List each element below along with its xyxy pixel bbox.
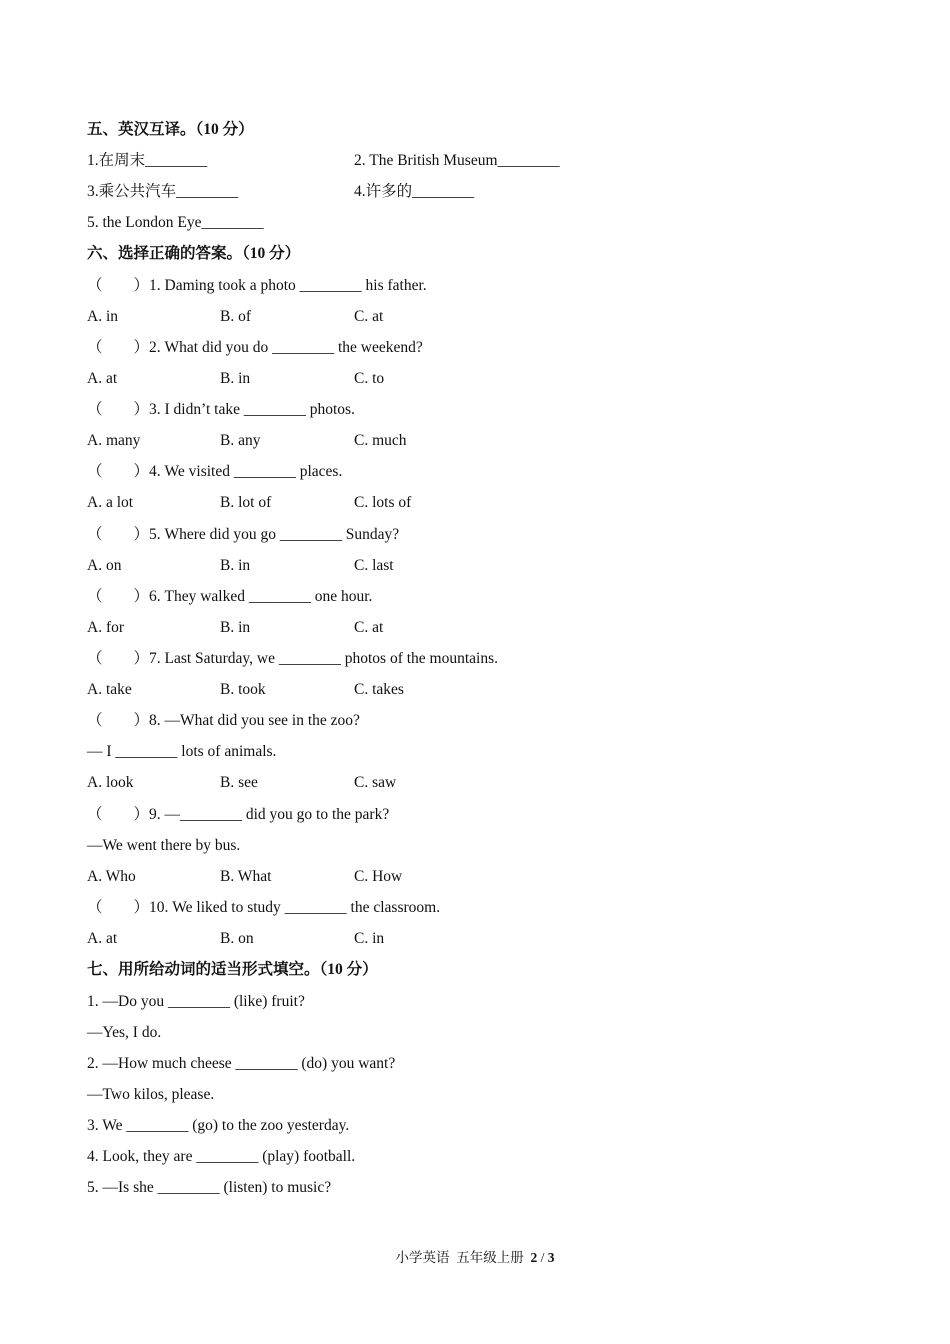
option-5c: C. last	[354, 557, 394, 574]
fill-line-5: 3. We ________ (go) to the zoo yesterday.	[87, 1117, 350, 1134]
option-7b: B. took	[220, 681, 266, 698]
option-6b: B. in	[220, 619, 251, 636]
option-10c: C. in	[354, 930, 385, 947]
page-footer	[0, 1246, 950, 1266]
option-8b: B. see	[220, 774, 258, 791]
page-total: 3	[547, 1250, 555, 1265]
option-9b: B. What	[220, 868, 272, 885]
option-6a: A. for	[87, 619, 125, 636]
question-9: （ ）9. —________ did you go to the park?	[87, 806, 390, 823]
question-6: （ ）6. They walked ________ one hour.	[87, 588, 373, 605]
option-2b: B. in	[220, 370, 251, 387]
option-8c: C. saw	[354, 774, 397, 791]
option-10a: A. at	[87, 930, 118, 947]
fill-line-6: 4. Look, they are ________ (play) football.	[87, 1148, 356, 1165]
translation-item-1: 1.在周末________	[87, 152, 208, 169]
option-1a: A. in	[87, 308, 118, 325]
option-5a: A. on	[87, 557, 122, 574]
section-5-title: 五、英汉互译。（10 分）	[87, 121, 254, 138]
fill-line-1: 1. —Do you ________ (like) fruit?	[87, 993, 305, 1010]
section-7-title: 七、用所给动词的适当形式填空。（10 分）	[87, 961, 378, 978]
page-separator: /	[537, 1250, 548, 1265]
question-3: （ ）3. I didn’t take ________ photos.	[87, 401, 355, 418]
option-2c: C. to	[354, 370, 385, 387]
option-3b: B. any	[220, 432, 261, 449]
translation-item-2: 2. The British Museum________	[354, 152, 560, 169]
option-2a: A. at	[87, 370, 118, 387]
question-4: （ ）4. We visited ________ places.	[87, 463, 343, 480]
question-10: （ ）10. We liked to study ________ the classroom.	[87, 899, 441, 916]
footer-label: 小学英语 五年级上册	[395, 1250, 531, 1265]
section-6-title: 六、选择正确的答案。（10 分）	[87, 245, 301, 262]
translation-item-4: 4.许多的________	[354, 183, 475, 200]
option-7c: C. takes	[354, 681, 404, 698]
option-4a: A. a lot	[87, 494, 134, 511]
option-1b: B. of	[220, 308, 251, 325]
question-2: （ ）2. What did you do ________ the weekend?	[87, 339, 423, 356]
question-5: （ ）5. Where did you go ________ Sunday?	[87, 526, 400, 543]
option-5b: B. in	[220, 557, 251, 574]
question-7: （ ）7. Last Saturday, we ________ photos of the mountains.	[87, 650, 498, 667]
question-9-reply: —We went there by bus.	[87, 837, 241, 854]
fill-line-4: —Two kilos, please.	[87, 1086, 215, 1103]
option-8a: A. look	[87, 774, 134, 791]
option-4c: C. lots of	[354, 494, 412, 511]
option-3a: A. many	[87, 432, 141, 449]
translation-item-5: 5. the London Eye________	[87, 214, 264, 231]
question-8-reply: — I ________ lots of animals.	[87, 743, 277, 760]
option-6c: C. at	[354, 619, 384, 636]
fill-line-3: 2. —How much cheese ________ (do) you want?	[87, 1055, 396, 1072]
option-3c: C. much	[354, 432, 407, 449]
question-1: （ ）1. Daming took a photo ________ his father.	[87, 277, 427, 294]
page-number: 2	[530, 1250, 538, 1265]
option-1c: C. at	[354, 308, 384, 325]
option-4b: B. lot of	[220, 494, 272, 511]
option-7a: A. take	[87, 681, 132, 698]
option-9a: A. Who	[87, 868, 136, 885]
option-10b: B. on	[220, 930, 254, 947]
fill-line-2: —Yes, I do.	[87, 1024, 162, 1041]
question-8: （ ）8. —What did you see in the zoo?	[87, 712, 360, 729]
option-9c: C. How	[354, 868, 403, 885]
fill-line-7: 5. —Is she ________ (listen) to music?	[87, 1179, 332, 1196]
translation-item-3: 3.乘公共汽车________	[87, 183, 239, 200]
